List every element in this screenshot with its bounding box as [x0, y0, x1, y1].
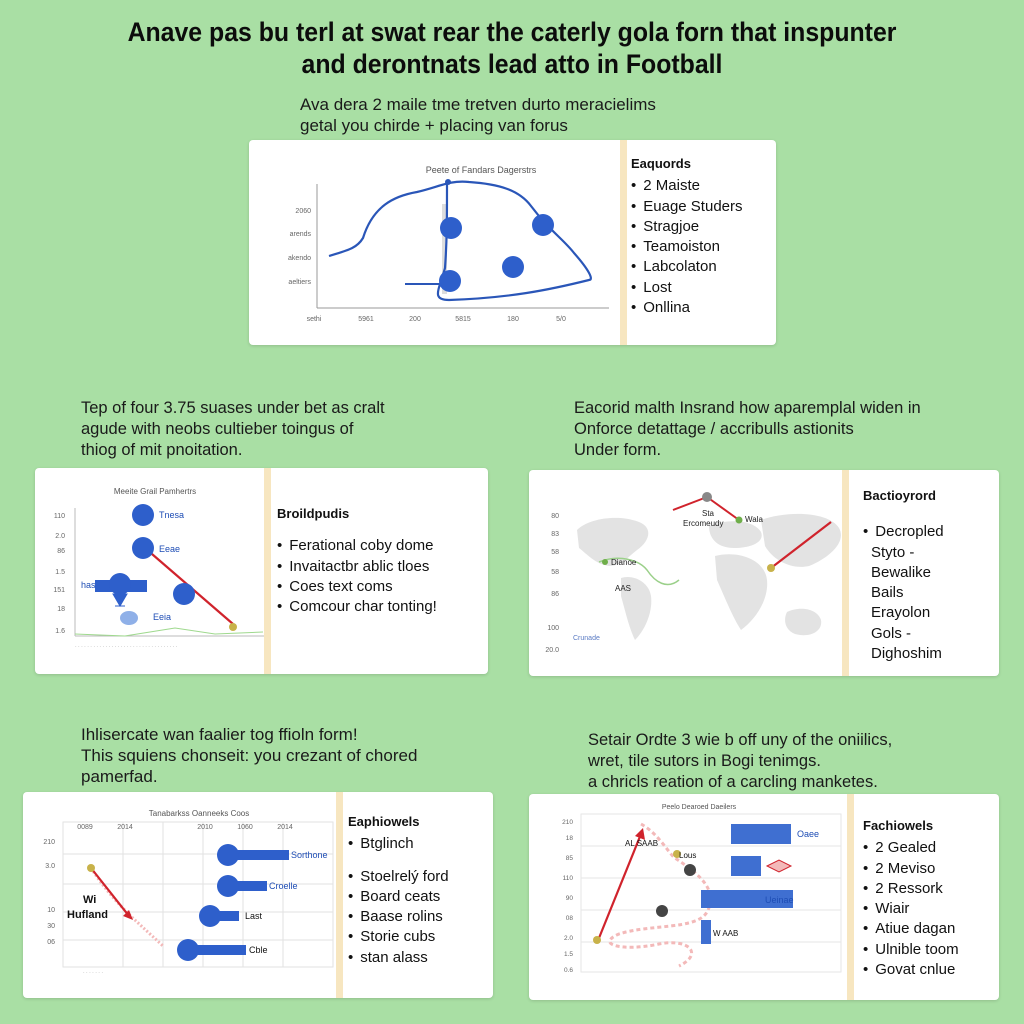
x-tick-row: [75, 644, 178, 650]
map-marker: [602, 559, 608, 565]
chart-title: Peelo Dearoed Daeilers: [661, 804, 737, 811]
legend-item: • Comcour char tonting!: [277, 597, 437, 617]
arrow-end-point: [229, 623, 237, 631]
legend-item: Styto -: [871, 543, 915, 561]
y-tick: arends: [289, 231, 311, 238]
mid-right-legend: [863, 486, 944, 664]
y-tick: 151: [53, 587, 65, 594]
point-label: W AAB: [713, 929, 739, 938]
legend-item: Bewalike: [871, 563, 932, 581]
y-tick: 110: [53, 513, 65, 520]
point-label: Lous: [679, 851, 697, 860]
map-label: Crunade: [573, 635, 600, 642]
legend-item: • 2 Ressork: [863, 879, 959, 899]
map-label: Ercomeudy: [683, 519, 724, 528]
y-tick: 1.5: [55, 569, 65, 576]
svg-text:· · ·: · · · · · · ·: [83, 970, 103, 976]
bar-cap: [177, 939, 199, 961]
bottom-right-legend: [863, 816, 959, 980]
bar-label: Cble: [249, 945, 268, 955]
title-line-2: and derontnats lead atto in Football: [301, 49, 723, 79]
x-tick: sethi: [306, 316, 322, 323]
point-label: has: [81, 580, 96, 590]
y-tick: 18: [565, 835, 573, 842]
legend-title: Fachiowels: [863, 818, 934, 833]
data-point: [440, 217, 462, 239]
legend-item: • Euage Studers: [631, 197, 743, 217]
bar-label: Sorthone: [291, 850, 328, 860]
bottom-left-legend: [348, 812, 449, 968]
y-tick: 58: [551, 549, 559, 556]
x-tick: 0089: [77, 824, 93, 831]
legend-item: • Govat cnlue: [863, 960, 959, 980]
bottom-right-panel-intro: Setair Ordte 3 wie b off uny of the oniilics, wret, tile sutors in Bogi tenimgs. a chricls reation of a carcling manketes.: [588, 731, 893, 791]
legend-item: • Decropled: [863, 522, 944, 542]
legend-item: • Coes text coms: [277, 577, 437, 597]
point-label: AL SAAB: [625, 839, 659, 848]
legend-item: • Atiue dagan: [863, 919, 959, 939]
y-tick: aeltiers: [288, 279, 311, 286]
card-divider: [847, 794, 854, 1000]
point-label: Hufland: [67, 909, 108, 921]
bar: [731, 856, 761, 876]
legend-title: Eaquords: [631, 156, 691, 171]
world-map: [577, 514, 841, 640]
bottom-right-chart-card: [529, 794, 999, 1000]
legend-item: • 2 Meviso: [863, 859, 959, 879]
y-tick: 3.0: [45, 863, 55, 870]
y-tick: 10: [47, 907, 55, 914]
mid-left-chart-card: [35, 468, 488, 674]
legend-item: • 2 Maiste: [631, 176, 743, 196]
map-label: AAS: [615, 584, 632, 593]
bar-cap: [217, 875, 239, 897]
y-tick: 2.0: [55, 533, 65, 540]
mid-right-panel-intro: Eacorid malth Insrand how aparemplal widen in Onforce detattage / accribulls astionits Under form.: [574, 399, 921, 459]
card-divider: [620, 140, 627, 345]
legend-item: Dighoshim: [871, 645, 942, 663]
data-point-small: [445, 179, 451, 185]
map-label: Dianoe: [611, 558, 637, 567]
legend-title: Broildpudis: [277, 506, 350, 521]
x-tick: 5961: [358, 316, 374, 323]
data-point: [684, 864, 696, 876]
y-tick: 210: [43, 839, 55, 846]
legend-item: Bails: [871, 584, 904, 602]
legend-item: • Teamoiston: [631, 237, 743, 257]
bar: [701, 920, 711, 944]
bar-cap: [199, 905, 221, 927]
point-label: Eeae: [159, 544, 181, 554]
y-tick: 86: [551, 591, 559, 598]
y-tick: 1.6: [55, 628, 65, 635]
y-tick: 20.0: [545, 647, 559, 654]
bar-label: Croelle: [269, 881, 298, 891]
map-marker: [767, 564, 775, 572]
pin-icon: [113, 594, 127, 606]
map-label: Sta: [702, 509, 715, 518]
bottom-left-chart-card: [23, 792, 493, 998]
top-legend: [631, 154, 743, 318]
legend-item: • Baase rolins: [348, 907, 449, 927]
y-tick: 210: [562, 819, 573, 826]
page-title: [41, 16, 983, 80]
legend-item: • Ulnible toom: [863, 940, 959, 960]
mid-right-map-card: [529, 470, 999, 676]
start-point: [593, 936, 601, 944]
bar: [731, 824, 791, 844]
x-tick: 2014: [277, 824, 293, 831]
legend-item: • Stragjoe: [631, 217, 743, 237]
map-label: Wala: [745, 515, 763, 524]
legend-item: Erayolon: [871, 604, 931, 622]
continent-asia: [761, 514, 841, 567]
y-tick: 86: [57, 548, 65, 555]
data-point: [173, 583, 195, 605]
bar-label: Oaee: [797, 829, 820, 839]
svg-text:· · · · · · · · · · · · · · ·: · · · · · · · · · · · · · · · · · · · · · · · · · · · · · · · · · ·: [75, 644, 178, 650]
legend-item: • Ferational coby dome: [277, 536, 437, 556]
data-point: [109, 573, 131, 595]
data-point: [656, 905, 668, 917]
y-tick: akendo: [288, 255, 311, 262]
chart-title: Peete of Fandars Dagerstrs: [425, 165, 537, 175]
mid-left-panel-intro: Tep of four 3.75 suases under bet as cralt agude with neobs cultieber toingus of thiog of mit pnoitation.: [81, 399, 385, 459]
card-divider: [264, 468, 271, 674]
y-tick: 30: [47, 923, 55, 930]
data-point: [132, 537, 154, 559]
trend-path: [91, 868, 163, 946]
trend-arrow: [599, 834, 641, 938]
bottom-left-panel-intro: Ihlisercate wan faalier tog ffioln form! This squiens chonseit: you crezant of chored pamerfad.: [81, 725, 418, 786]
x-tick: 1060: [237, 824, 253, 831]
legend-item: • Board ceats: [348, 887, 449, 907]
legend-title: Eaphiowels: [348, 814, 420, 829]
marker-icon: [767, 860, 791, 872]
y-tick: 80: [551, 513, 559, 520]
map-marker: [736, 517, 743, 524]
y-tick: 110: [562, 875, 573, 882]
x-tick: 5/0: [556, 316, 566, 323]
y-tick: 58: [551, 569, 559, 576]
y-tick: 85: [565, 855, 573, 862]
data-point: [439, 270, 461, 292]
y-tick: 83: [551, 531, 559, 538]
x-tick: 200: [409, 316, 421, 323]
start-point: [87, 864, 95, 872]
point-label: Wi: [83, 894, 97, 906]
legend-item: • Lost: [631, 278, 743, 298]
point-label: Tnesa: [159, 510, 185, 520]
y-tick: 100: [547, 625, 559, 632]
bar-edge: [731, 824, 735, 844]
y-tick: 18: [57, 606, 65, 613]
legend-item: • Wiair: [863, 899, 959, 919]
data-point: [532, 214, 554, 236]
card-divider: [336, 792, 343, 998]
x-tick: 2010: [197, 824, 213, 831]
top-chart-card: [249, 140, 776, 345]
legend-item: • Btglinch: [348, 834, 449, 854]
top-panel-intro: Ava dera 2 maile tme tretven durto meracielims getal you chirde + placing van forus: [300, 95, 656, 135]
y-tick: 0.6: [563, 967, 573, 974]
legend-item: • stan alass: [348, 948, 449, 968]
mid-left-legend: [277, 504, 437, 617]
x-tick: 180: [507, 316, 519, 323]
y-tick: 2060: [295, 208, 311, 215]
continent-africa: [715, 554, 767, 630]
y-tick: 90: [565, 895, 573, 902]
legend-item: • 2 Gealed: [863, 838, 959, 858]
map-marker: [702, 492, 712, 502]
data-point: [502, 256, 524, 278]
point-label: Eeia: [153, 612, 172, 622]
x-tick: 2014: [117, 824, 133, 831]
legend-item: • Storie cubs: [348, 927, 449, 947]
continent-australia: [785, 609, 821, 636]
bar-label: Last: [245, 911, 263, 921]
legend-item: Gols -: [871, 624, 912, 642]
x-tick: 5815: [455, 316, 471, 323]
data-point: [132, 504, 154, 526]
bar-cap: [217, 844, 239, 866]
y-tick: 2.0: [563, 935, 573, 942]
title-line-1: Anave pas bu terl at swat rear the caterly gola forn that inspunter: [127, 17, 897, 47]
legend-item: • Labcolaton: [631, 257, 743, 277]
y-tick: 06: [47, 939, 55, 946]
data-point-light: [120, 611, 138, 625]
chart-title: Tanabarkss Oanneeks Coos: [148, 809, 250, 818]
y-tick: 08: [565, 915, 573, 922]
legend-item: • Stoelrelý ford: [348, 867, 449, 887]
legend-item: • Onllina: [631, 298, 743, 318]
bar-label: Ueinae: [765, 895, 794, 905]
chart-title: Meeite Grail Pamhertrs: [113, 487, 197, 496]
y-tick: 1.5: [563, 951, 573, 958]
x-tick-row: [83, 970, 103, 976]
legend-title: Bactioyrord: [863, 488, 936, 503]
legend-item: • Invaitactbr ablic tloes: [277, 557, 437, 577]
card-divider: [842, 470, 849, 676]
